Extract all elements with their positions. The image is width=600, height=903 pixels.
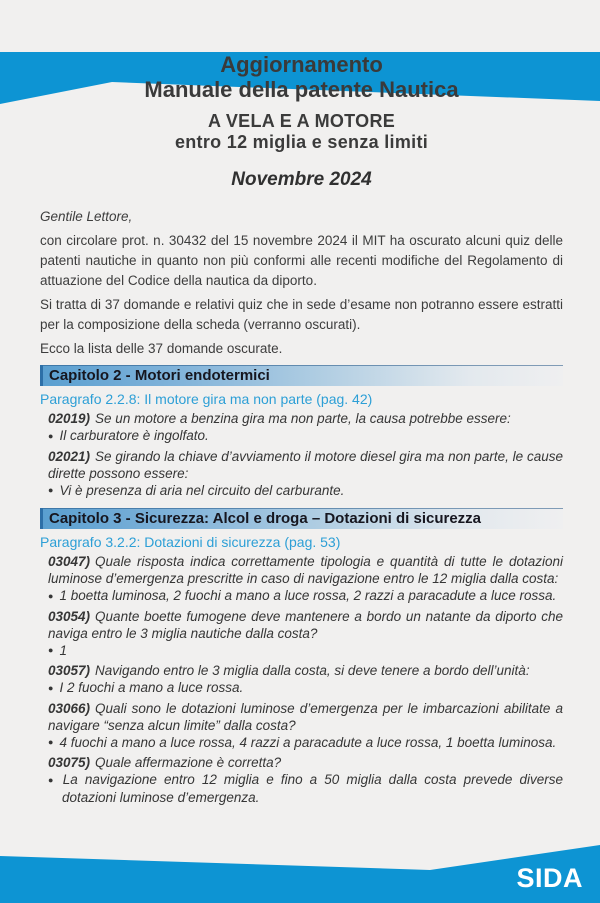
question-number: 03066) xyxy=(48,700,91,716)
chapter-title: Capitolo 3 - Sicurezza: Alcol e droga – Dotazioni di sicurezza xyxy=(49,510,482,527)
chapter-header-bar xyxy=(40,508,563,529)
questions-list xyxy=(40,553,563,806)
question-line xyxy=(48,700,563,734)
question-line xyxy=(48,553,563,587)
question-item xyxy=(40,754,563,806)
sida-logo: SIDA xyxy=(516,863,583,893)
answer-text: 1 boetta luminosa, 2 fuochi a mano a luce rossa, 2 razzi a paracadute a luce rossa. xyxy=(59,588,557,603)
chapter-title: Capitolo 2 - Motori endotermici xyxy=(49,367,270,384)
intro-paragraph: Ecco la lista delle 37 domande oscurate. xyxy=(40,341,283,356)
question-text: Navigando entro le 3 miglia dalla costa, si deve tenere a bordo dell’unità: xyxy=(95,663,530,678)
question-line xyxy=(48,662,563,679)
question-number: 02021) xyxy=(48,448,91,464)
questions-list xyxy=(40,410,563,499)
bullet-icon: ● xyxy=(48,485,54,495)
answer-item xyxy=(48,771,563,806)
question-text: Se un motore a benzina gira ma non parte, la causa potrebbe essere: xyxy=(95,411,511,426)
question-text: Quale affermazione è corretta? xyxy=(95,755,282,770)
bullet-icon: ● xyxy=(48,682,54,693)
subtitle-line1: A VELA E A MOTORE xyxy=(207,111,396,131)
subtitle-line2: entro 12 miglia e senza limiti xyxy=(174,132,429,152)
question-item xyxy=(40,700,563,752)
question-item xyxy=(40,608,563,660)
question-line xyxy=(48,410,563,427)
question-number: 02019) xyxy=(48,411,91,426)
answer-text: I 2 fuochi a mano a luce rossa. xyxy=(59,680,244,695)
page-title-line2: Manuale della patente Nautica xyxy=(144,77,459,102)
bullet-icon: ● xyxy=(48,590,54,601)
bottom-blue-band xyxy=(0,841,600,903)
answer-text: Il carburatore è ingolfato. xyxy=(59,428,209,443)
chapter-header-bar xyxy=(40,365,563,386)
document-page xyxy=(0,52,600,806)
answer-item xyxy=(48,734,563,752)
question-number: 03057) xyxy=(48,663,91,678)
paragraph-ref: Paragrafo 3.2.2: Dotazioni di sicurezza (pag. 53) xyxy=(40,534,341,550)
bullet-icon: ● xyxy=(48,774,57,785)
answer-item xyxy=(48,679,563,697)
paragraph-ref: Paragrafo 2.2.8: Il motore gira ma non parte (pag. 42) xyxy=(40,391,373,407)
question-text: Quali sono le dotazioni luminose d’emergenza per le imbarcazioni abilitate a navigare “senza alcun limite” dalla costa? xyxy=(48,700,563,733)
chapter-section xyxy=(40,508,563,806)
answer-item xyxy=(48,642,563,660)
intro-paragraph: con circolare prot. n. 30432 del 15 novembre 2024 il MIT ha oscurato alcuni quiz delle patenti nautiche in quanto non più conformi alle recenti modifiche del Regolamento di attuazione del Codice della nautica da diporto. xyxy=(40,233,563,288)
answer-item xyxy=(48,482,563,500)
question-text: Quale risposta indica correttamente tipologia e quantità di tutte le dotazioni luminose d’emergenza prescritte in caso di navigazione entro le 12 miglia dalla costa: xyxy=(48,554,563,586)
answer-text: La navigazione entro 12 miglia e fino a 50 miglia dalla costa prevede diverse dotazioni luminose d’emergenza. xyxy=(62,772,564,805)
answer-text: 1 xyxy=(59,642,67,658)
question-text: Se girando la chiave d’avviamento il motore diesel gira ma non parte, le cause dirette possono essere: xyxy=(48,448,563,481)
question-number: 03054) xyxy=(48,608,91,624)
chapters-list xyxy=(40,365,563,806)
question-line xyxy=(48,448,563,482)
question-item xyxy=(40,448,563,500)
bullet-icon: ● xyxy=(48,737,54,747)
question-item xyxy=(40,410,563,445)
bullet-icon: ● xyxy=(48,430,54,441)
question-line xyxy=(48,608,563,642)
intro-paragraph: Si tratta di 37 domande e relativi quiz che in sede d’esame non potranno essere estratti per la composizione della scheda (verranno oscurati). xyxy=(40,297,563,332)
answer-text: Vi è presenza di aria nel circuito del carburante. xyxy=(59,482,345,498)
document-header xyxy=(40,52,563,191)
answer-item xyxy=(48,587,563,605)
question-text: Quante boette fumogene deve mantenere a bordo un natante da diporto che naviga entro le 3 miglia nautiche dalla costa? xyxy=(48,608,563,641)
chapter-section xyxy=(40,365,563,499)
page-title-line1: Aggiornamento xyxy=(220,52,383,77)
question-number: 03047) xyxy=(48,554,91,569)
document-date: Novembre 2024 xyxy=(231,169,372,190)
intro-section xyxy=(40,207,563,359)
answer-item xyxy=(48,427,563,445)
question-line xyxy=(48,754,563,771)
question-item xyxy=(40,553,563,605)
question-item xyxy=(40,662,563,697)
answer-text: 4 fuochi a mano a luce rossa, 4 razzi a paracadute a luce rossa, 1 boetta luminosa. xyxy=(59,734,557,750)
bullet-icon: ● xyxy=(48,645,54,655)
salutation: Gentile Lettore, xyxy=(40,209,133,224)
question-number: 03075) xyxy=(48,755,91,770)
